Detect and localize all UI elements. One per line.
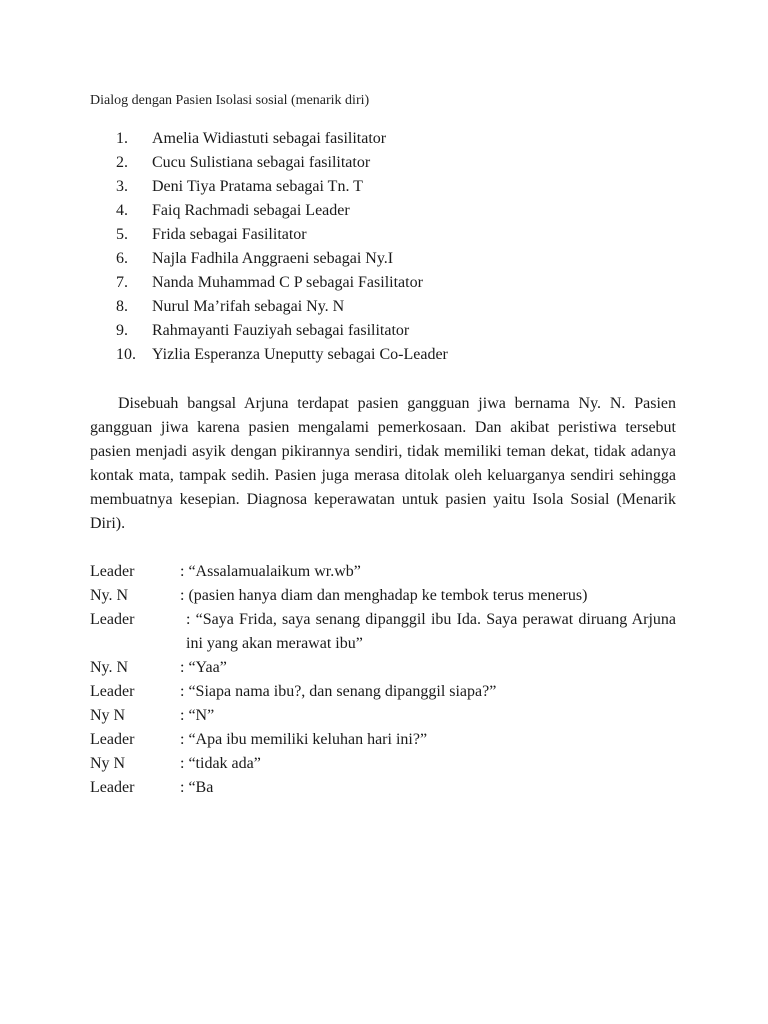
dialog-row xyxy=(90,656,676,680)
cast-number: 9. xyxy=(116,322,128,339)
cast-text: Faiq Rachmadi sebagai Leader xyxy=(152,202,350,219)
cast-number: 2. xyxy=(116,154,128,171)
dialog-speaker: Leader xyxy=(90,731,135,748)
dialog-line: : “Yaa” xyxy=(180,659,227,676)
cast-number: 1. xyxy=(116,130,128,147)
cast-number: 6. xyxy=(116,250,128,267)
scenario-paragraph: Disebuah bangsal Arjuna terdapat pasien gangguan jiwa bernama Ny. N. Pasien gangguan jiwa karena pasien mengalami pemerkosaan. Dan akibat peristiwa tersebut pasien menjadi asyik dengan pikirannya sendiri, tidak memiliki teman dekat, tidak adanya kontak mata, tampak sedih. Pasien juga merasa ditolak oleh keluarganya sendiri sehingga membuatnya kesepian. Diagnosa keperawatan untuk pasien yaitu Isola Sosial (Menarik Diri). xyxy=(90,395,676,532)
dialog-row xyxy=(90,704,676,728)
cast-text: Yizlia Esperanza Uneputty sebagai Co-Leader xyxy=(152,346,448,363)
cast-text: Cucu Sulistiana sebagai fasilitator xyxy=(152,154,371,171)
cast-number: 10. xyxy=(116,346,136,363)
cast-number: 7. xyxy=(116,274,128,291)
dialog-script xyxy=(90,560,676,800)
dialog-line: : (pasien hanya diam dan menghadap ke tembok terus menerus) xyxy=(180,587,588,604)
dialog-speaker: Leader xyxy=(90,611,135,628)
dialog-line: : “Saya Frida, saya senang dipanggil ibu Ida. Saya perawat diruang Arjuna ini yang akan merawat ibu” xyxy=(186,611,676,652)
document-title: Dialog dengan Pasien Isolasi sosial (menarik diri) xyxy=(90,93,370,108)
dialog-line: : “N” xyxy=(180,707,215,724)
dialog-line: : “Assalamualaikum wr.wb” xyxy=(180,563,361,580)
dialog-speaker: Ny N xyxy=(90,755,126,772)
dialog-row xyxy=(90,680,676,704)
dialog-line: : “tidak ada” xyxy=(180,755,261,772)
dialog-speaker: Leader xyxy=(90,563,135,580)
dialog-line: : “Siapa nama ibu?, dan senang dipanggil siapa?” xyxy=(180,683,497,700)
dialog-line: : “Apa ibu memiliki keluhan hari ini?” xyxy=(180,731,428,748)
dialog-row xyxy=(90,752,676,776)
dialog-row xyxy=(90,776,676,800)
cast-text: Frida sebagai Fasilitator xyxy=(152,226,307,243)
dialog-speaker: Ny. N xyxy=(90,659,129,676)
dialog-row xyxy=(90,560,676,584)
cast-number: 4. xyxy=(116,202,128,219)
dialog-speaker: Ny. N xyxy=(90,587,129,604)
dialog-row xyxy=(90,728,676,752)
cast-text: Amelia Widiastuti sebagai fasilitator xyxy=(152,130,387,147)
cast-text: Rahmayanti Fauziyah sebagai fasilitator xyxy=(152,322,410,339)
dialog-line: : “Ba xyxy=(180,779,214,796)
dialog-row xyxy=(90,584,676,608)
cast-number: 3. xyxy=(116,178,128,195)
cast-text: Nanda Muhammad C P sebagai Fasilitator xyxy=(152,274,423,291)
dialog-speaker: Leader xyxy=(90,779,135,796)
dialog-row xyxy=(90,608,676,656)
dialog-speaker: Leader xyxy=(90,683,135,700)
cast-text: Najla Fadhila Anggraeni sebagai Ny.I xyxy=(152,250,394,267)
cast-text: Nurul Ma’rifah sebagai Ny. N xyxy=(152,298,345,315)
cast-text: Deni Tiya Pratama sebagai Tn. T xyxy=(152,178,363,195)
cast-number: 5. xyxy=(116,226,128,243)
cast-number: 8. xyxy=(116,298,128,315)
dialog-speaker: Ny N xyxy=(90,707,126,724)
